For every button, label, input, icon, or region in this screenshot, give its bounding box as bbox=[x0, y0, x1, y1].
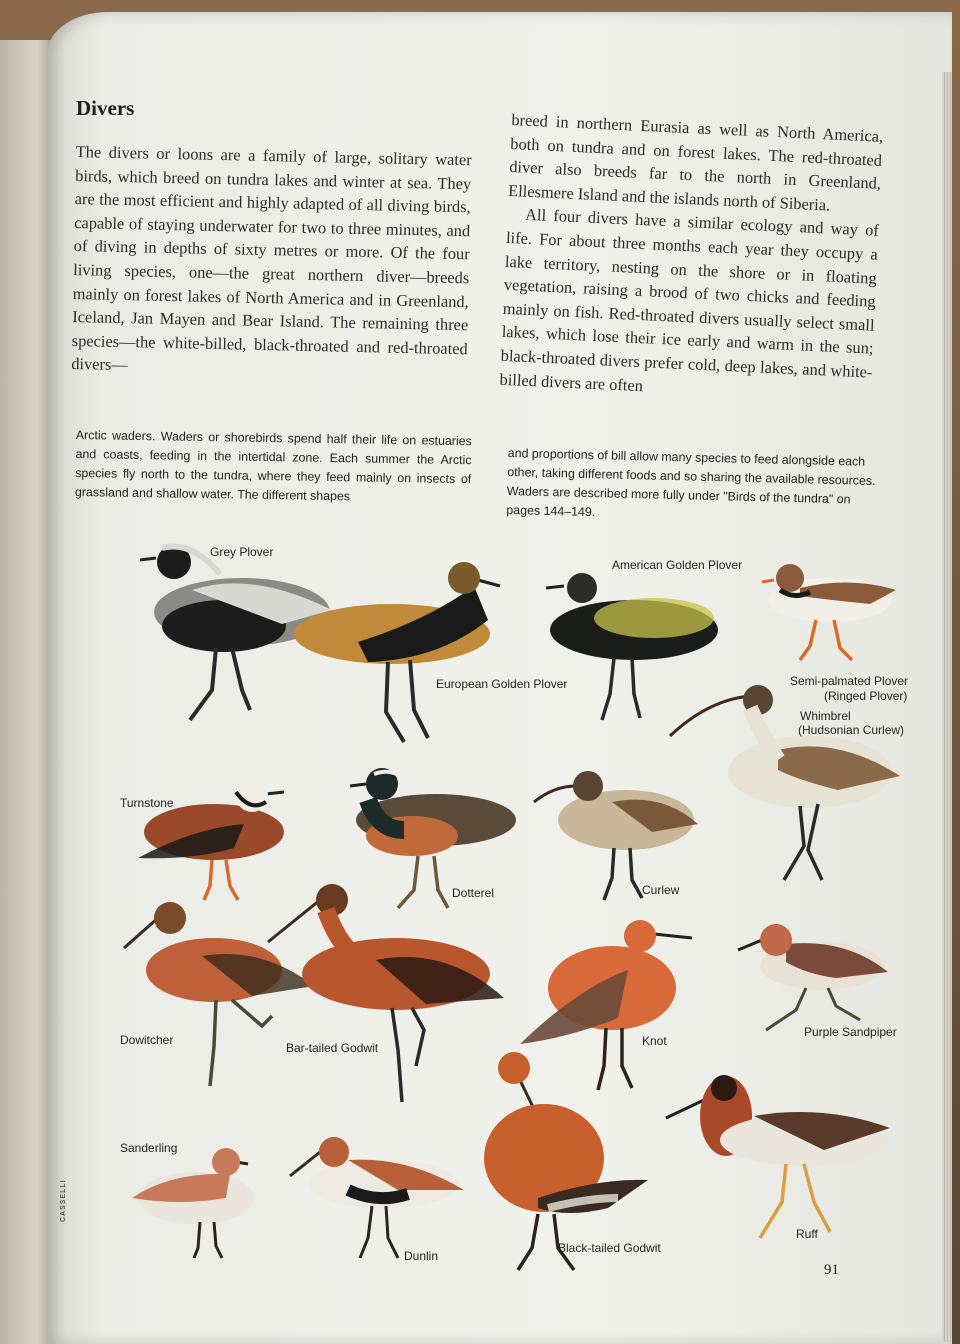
bird-label-ruff: Ruff bbox=[796, 1227, 818, 1241]
bird-label-dotterel: Dotterel bbox=[452, 886, 495, 900]
bird-label-european-golden-plover: European Golden Plover bbox=[436, 677, 568, 691]
bird-label-grey-plover: Grey Plover bbox=[210, 545, 274, 559]
caption-left: Arctic waders. Waders or shorebirds spend half their life on estuaries and coasts, feeding in the intertidal zone. Each summer the Arctic species fly north to the tundra, where they feed mainly on insects of grassland and shallow water. The different shapes bbox=[74, 427, 472, 504]
body-paragraph-2: All four divers have a similar ecology and way of life. For about three months each year they occupy a lake territory, nesting on the shore or in floating vegetation, raising a brood of two chicks and feeding mainly on fish. Red-throated divers usually select small lakes, which lose their ice early and warm in the sun; black-throated divers prefer cold, deep lakes, and white-billed divers are often bbox=[499, 205, 880, 395]
dunlin-illustration bbox=[288, 1128, 466, 1262]
bird-label-whimbrel-alt: (Hudsonian Curlew) bbox=[798, 723, 905, 737]
section-heading: Divers bbox=[76, 96, 135, 120]
turnstone-illustration bbox=[134, 768, 286, 904]
bird-label-american-golden-plover: American Golden Plover bbox=[612, 558, 743, 572]
bird-label-curlew: Curlew bbox=[642, 883, 680, 897]
bird-label-dunlin: Dunlin bbox=[404, 1249, 439, 1263]
bird-label-semipalmated-plover: Semi-palmated Plover bbox=[790, 674, 909, 688]
body-column-left: The divers or loons are a family of large, solitary water birds, which breed on tundra lakes and winter at sea. They are the most efficient and highly adapted of all diving birds, capable of staying underwater for two to three minutes, and of diving in depths of sixty metres or more. Of the four living species, one—the great northern diver—breeds mainly on forest lakes of North America and in Greenland, Iceland, Jan Mayen and Bear Island. The remaining three species—the white-billed, black-throated and red-throated divers— bbox=[71, 141, 472, 375]
purple-sandpiper-illustration bbox=[736, 914, 890, 1032]
bird-label-black-tailed-godwit: Black-tailed Godwit bbox=[558, 1241, 661, 1255]
bird-label-purple-sandpiper: Purple Sandpiper bbox=[804, 1025, 897, 1039]
bar-tailed-godwit-illustration bbox=[266, 880, 506, 1106]
whimbrel-illustration bbox=[668, 680, 904, 902]
bird-label-whimbrel: Whimbrel bbox=[800, 709, 851, 723]
page-number: 91 bbox=[824, 1262, 839, 1278]
bird-label-dowitcher: Dowitcher bbox=[120, 1033, 174, 1047]
left-page-edge bbox=[0, 40, 52, 1344]
bird-label-bar-tailed-godwit: Bar-tailed Godwit bbox=[286, 1041, 379, 1055]
ruff-illustration bbox=[664, 1072, 892, 1244]
bird-label-turnstone: Turnstone bbox=[120, 796, 174, 810]
bird-label-knot: Knot bbox=[642, 1034, 667, 1048]
european-golden-plover-illustration bbox=[288, 550, 500, 752]
caption-right: and proportions of bill allow many species to feed alongside each other, taking different foods and so sharing the available resources. Waders are described more fully under "Birds of the tundra" on pages 144–149. bbox=[506, 445, 876, 520]
bird-label-sanderling: Sanderling bbox=[120, 1141, 178, 1155]
artist-credit: CASSELLI bbox=[60, 1179, 67, 1222]
body-column-right bbox=[499, 108, 883, 408]
bird-label-semipalmated-plover-alt: (Ringed Plover) bbox=[824, 689, 908, 703]
sanderling-illustration bbox=[130, 1138, 256, 1262]
body-paragraph-1: breed in northern Eurasia as well as North America, both on tundra and on forest lakes. The red-throated diver also breeds far to the north in Greenland, Ellesmere Island and the islands north of Siberia. bbox=[507, 109, 884, 215]
page-stack-edge bbox=[942, 72, 952, 1342]
semipalmated-plover-illustration bbox=[760, 556, 900, 668]
